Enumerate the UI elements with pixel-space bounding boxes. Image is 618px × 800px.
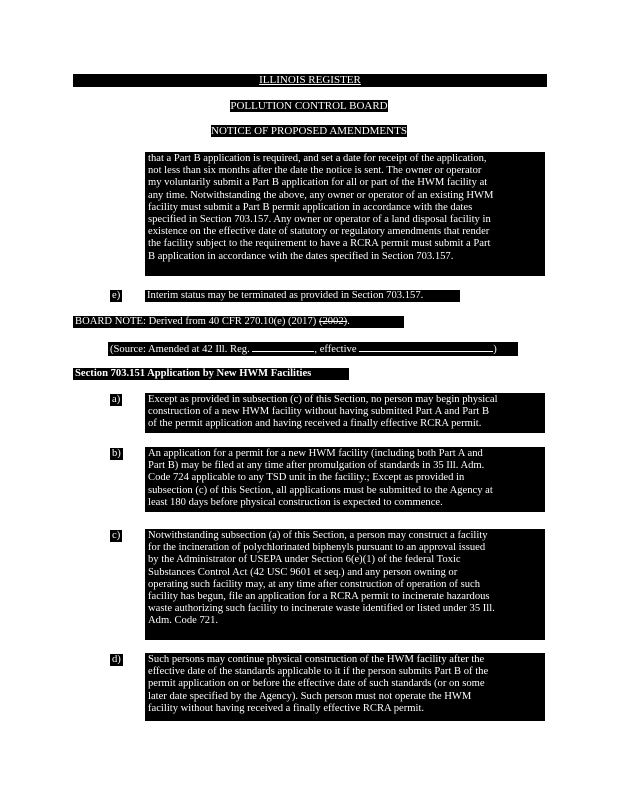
- source-blank-register: [252, 342, 314, 352]
- source-open: (Source: Amended at 42 Ill. Reg.: [110, 344, 250, 355]
- item-c-label: c): [112, 530, 121, 541]
- item-c-line: operating such facility may, at any time after construction of operation of such: [148, 578, 481, 590]
- continuation-line: not less than six months after the date the notice is sent. The owner or operator: [148, 165, 482, 177]
- item-b-line: least 180 days before physical construction is expected to commence.: [148, 496, 443, 508]
- continuation-line: my voluntarily submit a Part B application for all or part of the HWM facility at: [148, 177, 488, 189]
- item-c-line: by the Administrator of USEPA under Section 6(e)(1) of the federal Toxic: [148, 554, 461, 566]
- board-note-text: BOARD NOTE: Derived from 40 CFR 270.10(e) (2017): [75, 316, 317, 327]
- continuation-line: that a Part B application is required, and set a date for receipt of the application,: [148, 153, 487, 164]
- board-note-end: .: [347, 316, 350, 327]
- item-b-line: subsection (c) of this Section, all applications must be submitted to the Agency at: [148, 484, 493, 496]
- item-c-line: for the incineration of polychlorinated biphenyls pursuant to an approval issued: [148, 542, 486, 554]
- header-notice-text: NOTICE OF PROPOSED AMENDMENTS: [211, 125, 407, 137]
- item-b-label: b): [112, 448, 121, 459]
- item-c-line: Adm. Code 721.: [148, 615, 219, 627]
- item-a-line: of the permit application and having received a finally effective RCRA permit.: [148, 418, 482, 430]
- item-d-text: [145, 653, 545, 721]
- item-d-label: d): [112, 654, 121, 665]
- header-register: ILLINOIS REGISTER: [259, 74, 361, 86]
- item-d-line: Such persons may continue physical construction of the HWM facility after the: [148, 654, 485, 665]
- item-a-label: a): [112, 394, 121, 405]
- header-notice: [0, 125, 618, 137]
- item-c-text: [145, 529, 545, 640]
- source-close: ): [493, 344, 497, 355]
- item-b-line: An application for a permit for a new HWM facility (including both Part A and: [148, 448, 483, 459]
- continuation-line: specified in Section 703.157. Any owner or operator of a land disposal facility in: [148, 214, 491, 226]
- item-c-line: Notwithstanding subsection (a) of this Section, a person may construct a facility: [148, 530, 488, 541]
- board-note-struck: (2002): [318, 316, 348, 327]
- source-mid: , effective: [314, 344, 357, 355]
- item-e-text: Interim status may be terminated as provided in Section 703.157.: [145, 290, 460, 302]
- continuation-line: the facility subject to the requirement to have a RCRA permit must submit a Part: [148, 238, 491, 250]
- item-a-line: Except as provided in subsection (c) of this Section, no person may begin physical: [148, 394, 498, 405]
- continuation-line: B application in accordance with the dates specified in Section 703.157.: [148, 250, 454, 262]
- item-b-line: Code 724 applicable to any TSD unit in the facility.; Except as provided in: [148, 472, 465, 484]
- item-c-line: waste authorizing such facility to incinerate waste identified or listed under 35 Ill.: [148, 603, 495, 615]
- continuation-line: facility must submit a Part B permit application in accordance with the dates: [148, 201, 473, 213]
- continuation-line: any time. Notwithstanding the above, any owner or operator of an existing HWM: [148, 189, 494, 201]
- source-blank-effective: [359, 342, 493, 352]
- item-d-line: later date specified by the Agency). Such person must not operate the HWM: [148, 690, 472, 702]
- item-d-line: facility without having received a finally effective RCRA permit.: [148, 702, 425, 714]
- section-heading: Section 703.151 Application by New HWM Facilities: [73, 368, 349, 380]
- item-b-line: Part B) may be filed at any time after promulgation of standards in 35 Ill. Adm.: [148, 460, 485, 472]
- item-e-label: e): [112, 290, 121, 301]
- header-board: [0, 100, 618, 112]
- item-a-line: construction of a new HWM facility without having submitted Part A and Part B: [148, 406, 490, 418]
- item-c-line: Substances Control Act (42 USC 9601 et seq.) and any person owning or: [148, 566, 458, 578]
- item-c-line: facility has begun, file an application for a RCRA permit to incinerate hazardous: [148, 591, 490, 603]
- continuation-paragraph: [145, 152, 545, 276]
- source-line: [108, 342, 518, 356]
- item-d-line: effective date of the standards applicable to it if the person submits Part B of the: [148, 666, 489, 678]
- item-d-line: permit application on or before the effective date of such standards (or on some: [148, 678, 485, 690]
- continuation-line: existence on the effective date of statutory or regulatory amendments that render: [148, 226, 490, 238]
- item-b-text: [145, 447, 545, 512]
- header-board-text: POLLUTION CONTROL BOARD: [230, 100, 388, 112]
- item-a-text: [145, 393, 545, 433]
- board-note: [73, 316, 404, 328]
